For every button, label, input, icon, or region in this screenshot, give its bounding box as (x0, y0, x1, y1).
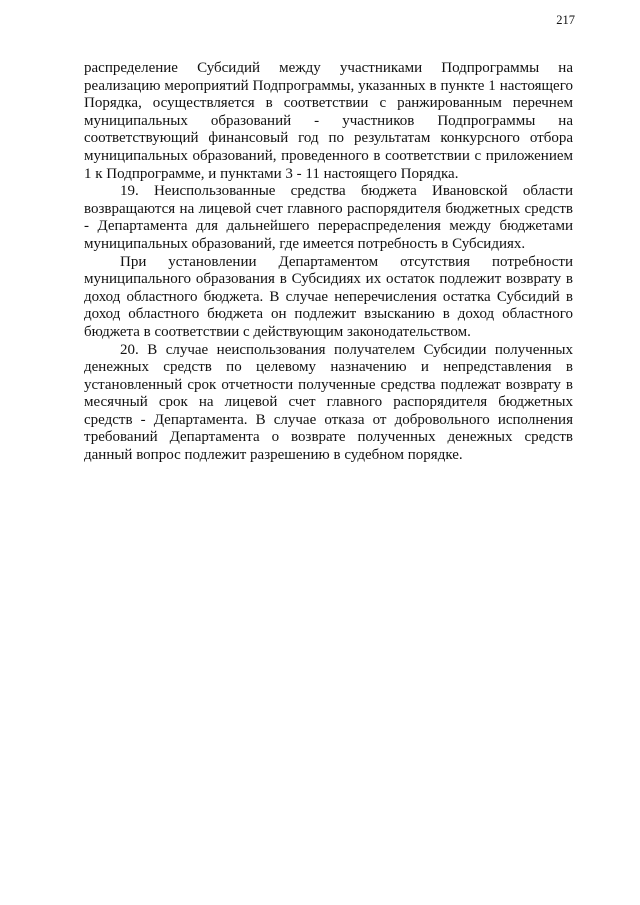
paragraph-item-20: 20. В случае неиспользования получателем Субсидии полученных денежных средств по целевому назначению и непредставления в установленный срок отчетности полученные средства подлежат возврату в месячный срок на лицевой счет главного распорядителя бюджетных средств - Департамента. В случае отказа от добровольного исполнения требований Департамента о возврате полученных денежных средств данный вопрос подлежит разрешению в судебном порядке. (84, 341, 573, 464)
paragraph-item-19: 19. Неиспользованные средства бюджета Ивановской области возвращаются на лицевой счет главного распорядителя бюджетных средств - Департамента для дальнейшего перераспределения между бюджетами муниципальных образований, где имеется потребность в Субсидиях. (84, 183, 573, 252)
paragraph-continuation: распределение Субсидий между участниками Подпрограммы на реализацию мероприятий Подпрограммы, указанных в пункте 1 настоящего Порядка, осуществляется в соответствии с ранжированным перечнем муниципальных образований - участников Подпрограммы на соответствующий финансовый год по результатам конкурсного отбора муниципальных образований, проведенного в соответствии с приложением 1 к Подпрограмме, и пунктами 3 - 11 настоящего Порядка. (84, 60, 573, 182)
document-body (84, 60, 573, 465)
paragraph-remainder-return: При установлении Департаментом отсутствия потребности муниципального образования в Субсидиях их остаток подлежит возврату в доход областного бюджета. В случае неперечисления остатка Субсидий в доход областного бюджета он подлежит взысканию в доход областного бюджета в соответствии с действующим законодательством. (84, 253, 573, 340)
page-number: 217 (556, 13, 575, 27)
